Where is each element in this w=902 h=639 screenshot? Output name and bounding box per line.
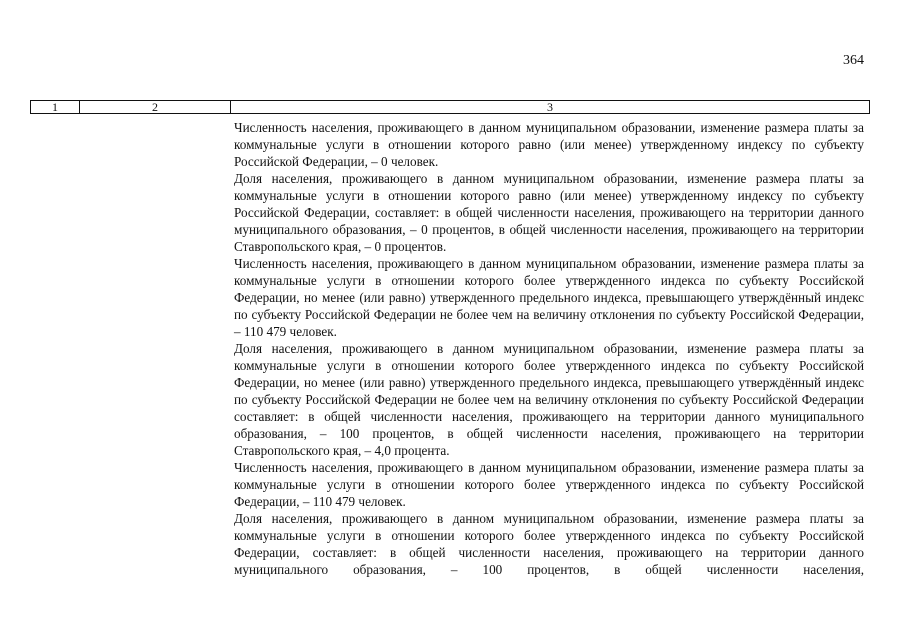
column-header-row xyxy=(31,101,870,114)
paragraph-population-above-index: Численность населения, проживающего в данном муниципальном образовании, изменение размера платы за коммунальные услуги в отношении которого более утвержденного индекса по субъекту Российской Федерации, – 110 479 человек. xyxy=(234,460,864,509)
column-header-3: 3 xyxy=(231,101,870,114)
paragraph-share-within-limit: Доля населения, проживающего в данном муниципальном образовании, изменение размера платы за коммунальные услуги в отношении которого более утвержденного индекса по субъекту Российской Федерации, но менее (или равно) утвержденного предельного индекса, превышающего утверждённый индекс по субъекту Российской Федерации не более чем на величину отклонения по субъекту Российской Федерации составляет: в общей численности населения, проживающего на территории данного муниципального образования, – 100 процентов, в общей численности населения, проживающего на территории Ставропольского края, – 4,0 процента. xyxy=(234,341,864,458)
paragraph-share-above-index: Доля населения, проживающего в данном муниципальном образовании, изменение размера платы за коммунальные услуги в отношении которого более утвержденного индекса по субъекту Российской Федерации, составляет: в общей численности населения, проживающего на территории данного муниципального образования, – 100 процентов, в общей численности населения, xyxy=(234,511,864,577)
page-number: 364 xyxy=(843,53,864,68)
column-header-table xyxy=(30,100,870,114)
document-body xyxy=(234,119,864,578)
paragraph-population-within-limit: Численность населения, проживающего в данном муниципальном образовании, изменение размера платы за коммунальные услуги в отношении которого более утвержденного индекса по субъекту Российской Федерации, но менее (или равно) утвержденного предельного индекса, превышающего утверждённый индекс по субъекту Российской Федерации не более чем на величину отклонения по субъекту Российской Федерации, – 110 479 человек. xyxy=(234,256,864,339)
paragraph-share-equal-index: Доля населения, проживающего в данном муниципальном образовании, изменение размера платы за коммунальные услуги в отношении которого равно (или менее) утвержденному индексу по субъекту Российской Федерации, составляет: в общей численности населения, проживающего на территории данного муниципального образования, – 0 процентов, в общей численности населения, проживающего на территории Ставропольского края, – 0 процентов. xyxy=(234,171,864,254)
column-header-2: 2 xyxy=(80,101,231,114)
paragraph-population-equal-index: Численность населения, проживающего в данном муниципальном образовании, изменение размера платы за коммунальные услуги в отношении которого равно (или менее) утвержденному индексу по субъекту Российской Федерации, – 0 человек. xyxy=(234,120,864,169)
column-header-1: 1 xyxy=(31,101,80,114)
